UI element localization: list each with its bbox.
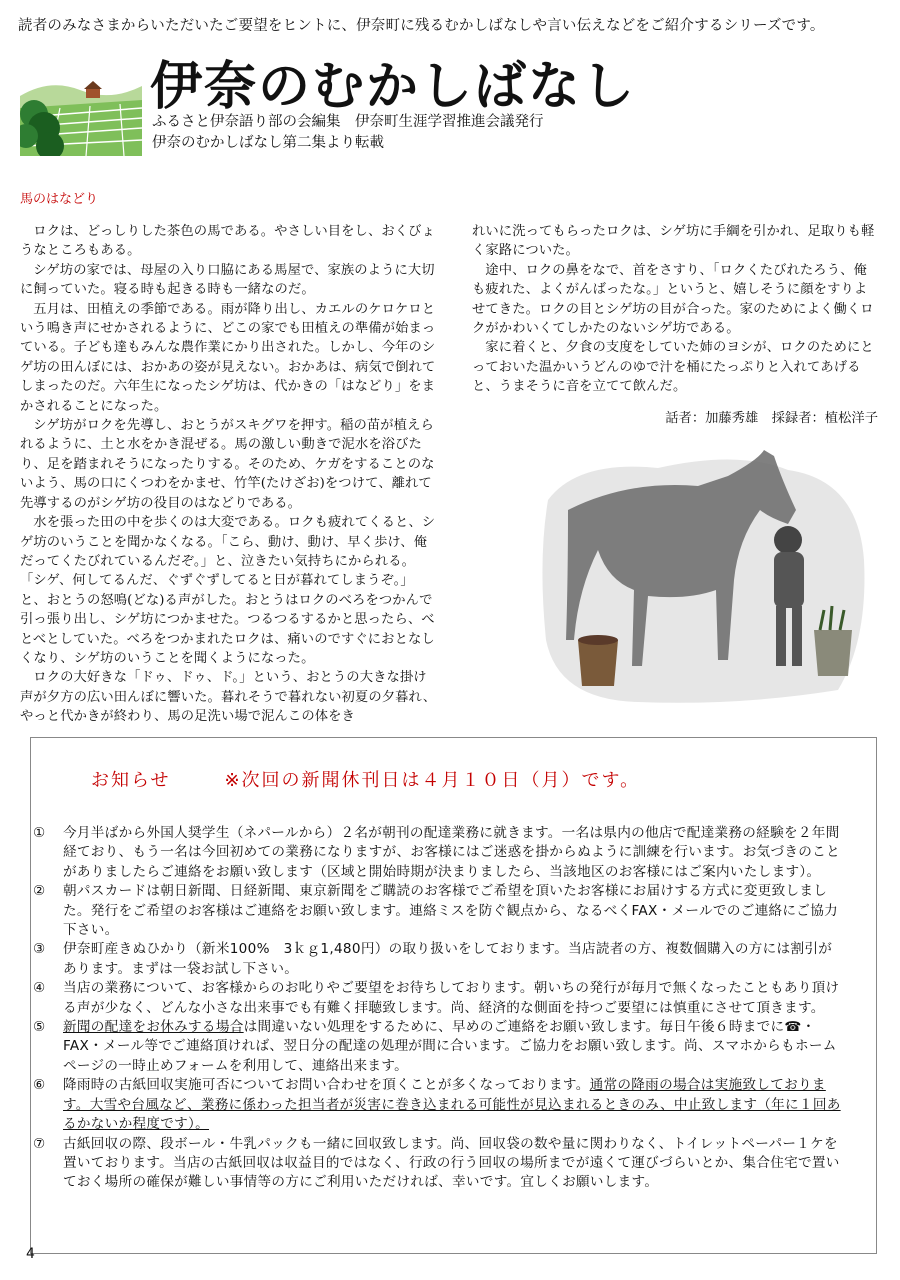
item-number: ⑤ — [33, 1019, 46, 1036]
story-paragraph: 水を張った田の中を歩くのは大変である。ロクも疲れてくると、シゲ坊のいうことを聞かなくなる。「こら、動け、動け、早く歩け、俺だってくたびれているんだぞ。」と、泣きたい気持ちにかられる。 — [20, 515, 436, 569]
story-paragraph: 「シゲ、何してるんだ、ぐずぐずしてると日が暮れてしまうぞ。」と、おとうの怒鳴(どな)る声がした。おとうはロクのべろをつかんで引っ張り出し、シゲ坊につかませた。つるつるするかと思ったら、べとべとしていた。べろをつかまれたロクは、痛いのですぐにおとなしくなり、シゲ坊のいうことを聞くようになった。 — [20, 573, 435, 666]
item-number: ③ — [33, 941, 46, 958]
item-text: 当店の業務について、お客様からのお叱りやご要望をお待ちしております。朝いちの発行が毎月で無くなったこともあり頂ける声が少なく、どんな小さな出来事でも有難く拝聴致します。尚、経済的な側面を持つご要望には慎重にさせて頂きます。 — [63, 980, 840, 1016]
page-number: 4 — [26, 1246, 35, 1262]
story-paragraph: 五月は、田植えの季節である。雨が降り出し、カエルのケロケロという鳴き声にせかされるように、どこの家でも田植えの準備が始まっている。子ども達もみんな農作業にかり出された。しかし、今年のシゲ坊の田んぼには、おかあの姿が見えない。おかあは、病気で倒れてしまったのだ。六年生になったシゲ坊は、代かきの「はなどり」をまかされることになった。 — [20, 301, 436, 414]
notice-heading-row — [91, 766, 640, 792]
credits — [152, 112, 544, 154]
notice-item — [33, 882, 845, 940]
notice-item — [33, 979, 845, 1018]
item-underlined-text: 通常の降雨の場合は実施致しております。大雪や台風など、業務に係わった担当者が災害に巻き込まれる可能性が見込まれるときのみ、中止致します（年に１回あるかないか程度です）。 — [63, 1077, 841, 1133]
story-column-left — [20, 222, 440, 727]
series-intro: 読者のみなさまからいただいたご要望をヒントに、伊奈町に残るむかしばなしや言い伝えなどをご紹介するシリーズです。 — [18, 18, 825, 34]
item-number: ⑦ — [33, 1135, 46, 1152]
notice-heading: お知らせ — [91, 770, 171, 791]
notice-item — [33, 1018, 845, 1076]
item-number: ⑥ — [33, 1077, 46, 1094]
item-text: 古紙回収の際、段ボール・牛乳パックも一緒に回収致します。尚、回収袋の数や量に関わりなく、トイレットペーパー１ケを置いております。当店の古紙回収は収益目的ではなく、行政の行う回収の場所までが遠くて運びづらいとか、集合住宅で置いておく場所の確保が難しい事情等の方にご利用いただければ、幸いです。宜しくお願いします。 — [63, 1135, 840, 1191]
story-title: 馬のはなどり — [20, 192, 99, 207]
story-paragraph: ロクは、どっしりした茶色の馬である。やさしい目をし、おくびょうなところもある。 — [20, 224, 435, 259]
story-paragraph: シゲ坊の家では、母屋の入り口脇にある馬屋で、家族のように大切に飼っていた。寝る時も起きる時も一緒なのだ。 — [20, 262, 435, 298]
story-paragraph: 途中、ロクの鼻をなで、首をさすり、「ロクくたびれたろう、俺も疲れた、よくがんばったな。」というと、嬉しそうに顔をすりよせてきた。ロクの目とシゲ坊の目が合った。家のためによく働くロクがかわいくてしかたのないシゲ坊である。 — [472, 262, 874, 337]
notice-item — [33, 1076, 845, 1134]
notice-item — [33, 940, 845, 979]
story-column-right — [472, 222, 880, 397]
item-text: は間違いない処理をするために、早めのご連絡をお願い致します。毎日午後６時までに☎・FAX・メール等でご連絡頂ければ、翌日分の配達の処理が間に合います。ご協力をお願い致します。尚、スマホからもホームページの一時止めフォームを利用して、連絡出来ます。 — [63, 1019, 837, 1074]
narrator-credit: 話者：加藤秀雄 採録者：植松洋子 — [665, 411, 878, 426]
story-paragraph: ロクの大好きな「ドゥ、ドゥ、ド。」という、おとうの大きな掛け声が夕方の広い田んぼに響いた。暮れそうで暮れない初夏の夕暮れ、やっと代かきが終わり、馬の足洗い場で泥んこの体をき — [20, 670, 437, 725]
notice-box — [30, 737, 877, 1254]
credit-line: 伊奈のむかしばなし第二集より転載 — [152, 135, 384, 151]
boy-and-horse-illustration — [538, 440, 868, 706]
item-number: ② — [33, 883, 46, 900]
rice-field-logo — [20, 56, 142, 156]
story-paragraph: シゲ坊がロクを先導し、おとうがスキグワを押す。稲の苗が植えられるように、土と水をかき混ぜる。馬の激しい動きで泥水を浴びたり、足を踏まれそうになったりする。そのため、ケガをすることのないよう、馬の口にくつわをかませ、竹竿(たけざお)をつけて、離れて先導するのがシゲ坊の役目のはなどりである。 — [20, 418, 435, 511]
story-paragraph: 家に着くと、夕食の支度をしていた姉のヨシが、ロクのためにとっておいた温かいうどんのゆで汁を桶にたっぷりと入れてあげると、うまそうに音を立てて飲んだ。 — [472, 340, 874, 395]
item-underlined-text: 新聞の配達をお休みする場合 — [63, 1019, 244, 1036]
item-number: ④ — [33, 980, 46, 997]
item-text: 朝パスカードは朝日新聞、日経新聞、東京新聞をご購読のお客様でご希望を頂いたお客様にお届けする方式に変更致しました。発行をご希望のお客様はご連絡をお願い致します。連絡ミスを防ぐ観点から、なるべくFAX・メールでのご連絡にご協力下さい。 — [63, 883, 838, 939]
credit-line: ふるさと伊奈語り部の会編集 伊奈町生涯学習推進会議発行 — [152, 114, 544, 130]
notice-item — [33, 1135, 845, 1193]
notice-item — [33, 824, 845, 882]
item-text: 今月半ばから外国人奨学生（ネパールから）２名が朝刊の配達業務に就きます。一名は県内の他店で配達業務の経験を２年間経ており、もう一名は今回初めての業務になりますが、お客様にはご迷惑を掛からぬように訓練を行います。お気づきのことがありましたらご連絡をお願い致します（区域と開始時期が決まりましたら、当該地区のお客様にはご案内いたします）。 — [63, 825, 840, 880]
item-number: ① — [33, 825, 46, 841]
notice-subheading: ※次回の新聞休刊日は４月１０日（月）です。 — [224, 770, 641, 791]
item-text: 降雨時の古紙回収実施可否についてお問い合わせを頂くことが多くなっております。 — [63, 1077, 590, 1094]
story-paragraph: れいに洗ってもらったロクは、シゲ坊に手綱を引かれ、足取りも軽く家路についた。 — [472, 224, 875, 259]
item-text: 伊奈町産きぬひかり（新米100% 3ｋｇ1,480円）の取り扱いをしております。当店読者の方、複数個購入の方には割引があります。まずは一袋お試し下さい。 — [63, 941, 833, 977]
page-title: 伊奈のむかしばなし — [150, 57, 637, 117]
